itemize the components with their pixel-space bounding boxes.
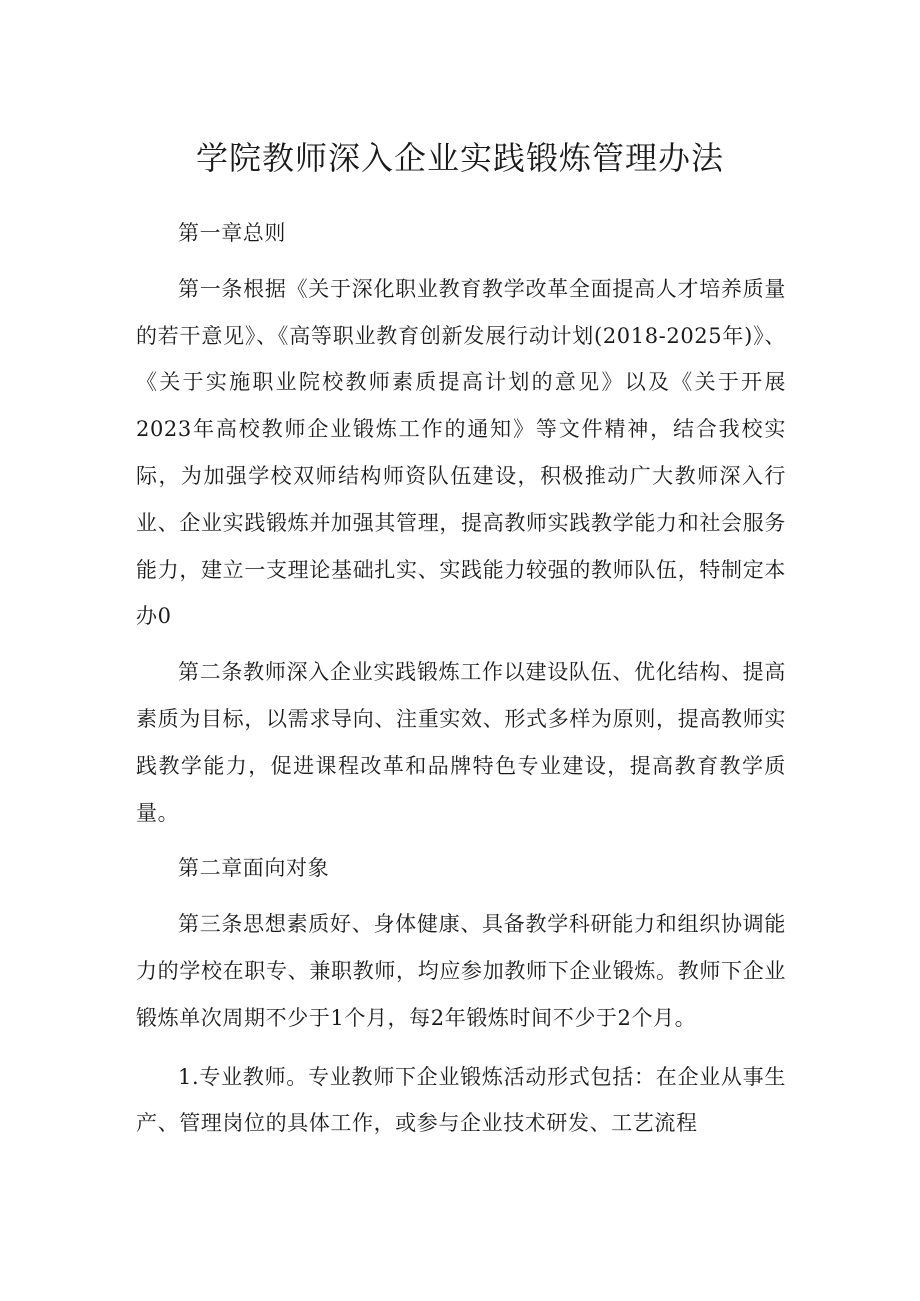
- chapter-heading-general: 第一章总则: [178, 221, 286, 245]
- article-1-paragraph: 第一条根据《关于深化职业教育教学改革全面提高人才培养质量的若干意见》、《高等职业教育创新发展行动计划(2018-2025年)》、《关于实施职业院校教师素质提高计划的意见》以及《关于开展2023年高校教师企业锻炼工作的通知》等文件精神，结合我校实际，为加强学校双师结构师资队伍建设，积极推动广大教师深入行业、企业实践锻炼并加强其管理，提高教师实践教学能力和社会服务能力，建立一支理论基础扎实、实践能力较强的教师队伍，特制定本办0: [136, 276, 786, 629]
- item-1-paragraph: 1.专业教师。专业教师下企业锻炼活动形式包括：在企业从事生产、管理岗位的具体工作，或参与企业技术研发、工艺流程: [136, 1064, 786, 1136]
- article-3-paragraph: 第三条思想素质好、身体健康、具备教学科研能力和组织协调能力的学校在职专、兼职教师，均应参加教师下企业锻炼。教师下企业锻炼单次周期不少于1个月，每2年锻炼时间不少于2个月。: [136, 912, 786, 1030]
- document-title: 学院教师深入企业实践锻炼管理办法: [195, 139, 724, 177]
- article-2-paragraph: 第二条教师深入企业实践锻炼工作以建设队伍、优化结构、提高素质为目标，以需求导向、注重实效、形式多样为原则，提高教师实践教学能力，促进课程改革和品牌特色专业建设，提高教育教学质量。: [136, 660, 786, 825]
- chapter-heading-target: 第二章面向对象: [178, 856, 330, 881]
- document-body: [136, 210, 786, 1147]
